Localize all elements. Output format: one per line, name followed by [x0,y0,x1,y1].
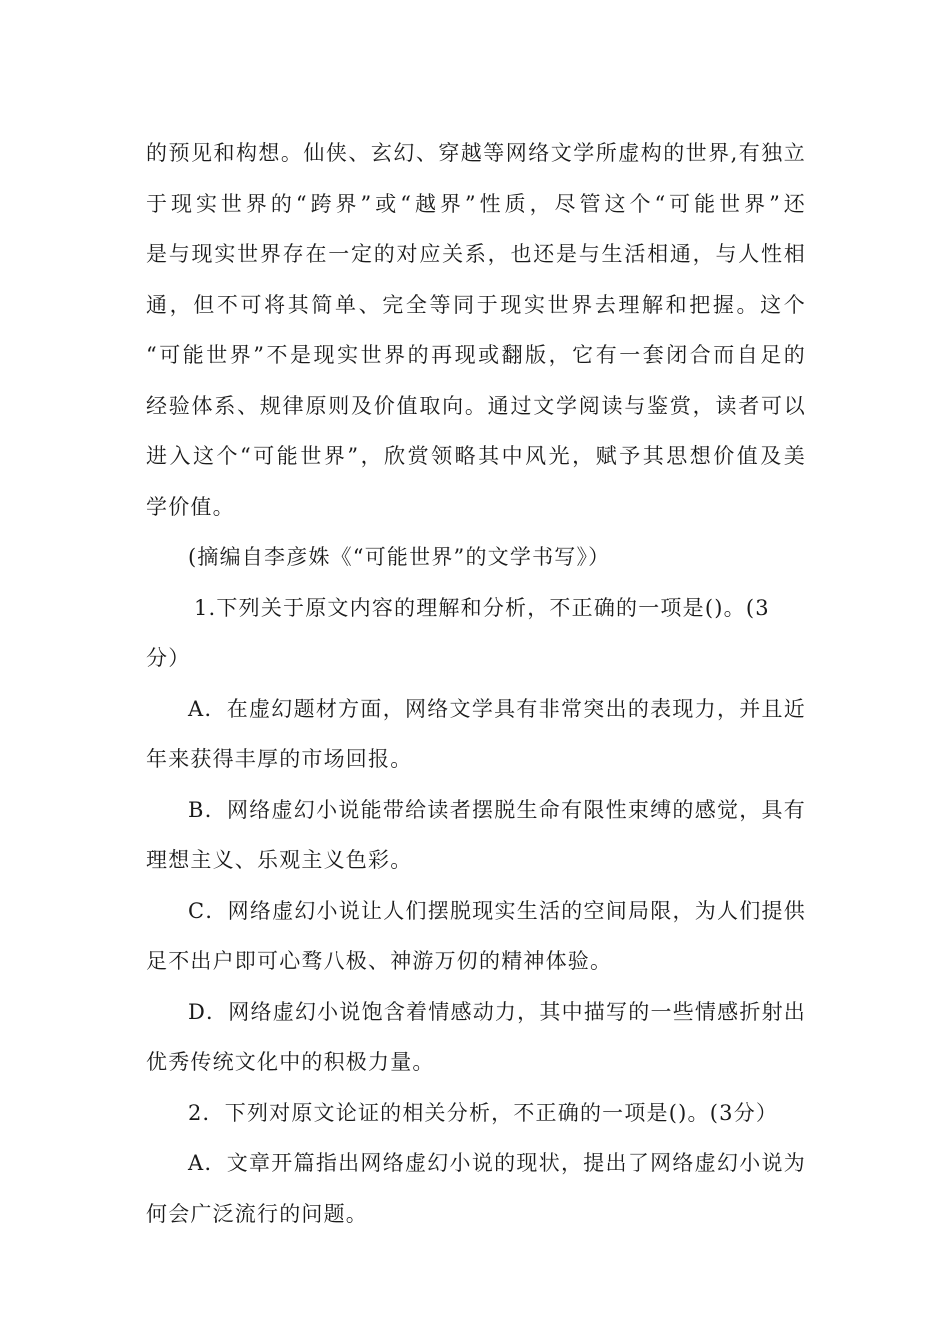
text-line: 通，但不可将其简单、完全等同于现实世界去理解和把握。这个 [146,292,806,317]
document-body [146,128,806,1239]
option-b: B．网络虚幻小说能带给读者摆脱生命有限性束缚的感觉，具有 [188,797,806,822]
option-d-continued: 优秀传统文化中的积极力量。 [146,1050,435,1074]
option-a-continued: 何会广泛流行的问题。 [146,1201,368,1226]
source-citation: (摘编自李彦姝《“可能世界”的文学书写》） [188,545,611,569]
question-2 [146,1088,806,1240]
text-line: 学价值。 [146,494,235,519]
question-stem-continued: 分） [146,646,191,670]
option-c-continued: 足不出户即可心骛八极、神游万仞的精神体验。 [146,949,613,973]
option-a: A．在虚幻题材方面，网络文学具有非常突出的表现力，并且近 [188,696,806,721]
option-a: A．文章开篇指出网络虚幻小说的现状，提出了网络虚幻小说为 [188,1151,806,1175]
paragraph-possible-world [146,128,806,532]
text-line: 是与现实世界存在一定的对应关系，也还是与生活相通，与人性相 [146,242,806,266]
text-line: 的预见和构想。仙侠、玄幻、穿越等网络文学所虚构的世界,有独立 [146,141,806,165]
option-a-continued: 年来获得丰厚的市场回报。 [146,747,413,771]
option-b-continued: 理想主义、乐观主义色彩。 [146,848,413,872]
option-d: D．网络虚幻小说饱含着情感动力，其中描写的一些情感折射出 [188,999,806,1024]
question-stem: 1.下列关于原文内容的理解和分析，不正确的一项是()。(3 [194,595,770,620]
option-c: C．网络虚幻小说让人们摆脱现实生活的空间局限，为人们提供 [188,898,806,923]
text-line: 进入这个“可能世界”，欣赏领略其中风光，赋予其思想价值及美 [146,444,806,468]
text-line: “可能世界”不是现实世界的再现或翻版，它有一套闭合而自足的 [146,343,806,367]
question-stem: 2．下列对原文论证的相关分析，不正确的一项是()。(3分） [188,1100,779,1125]
text-line: 于现实世界的“跨界”或“越界”性质，尽管这个“可能世界”还 [146,191,806,216]
question-1 [146,583,806,1088]
text-line: 经验体系、规律原则及价值取向。通过文学阅读与鉴赏，读者可以 [146,393,806,418]
